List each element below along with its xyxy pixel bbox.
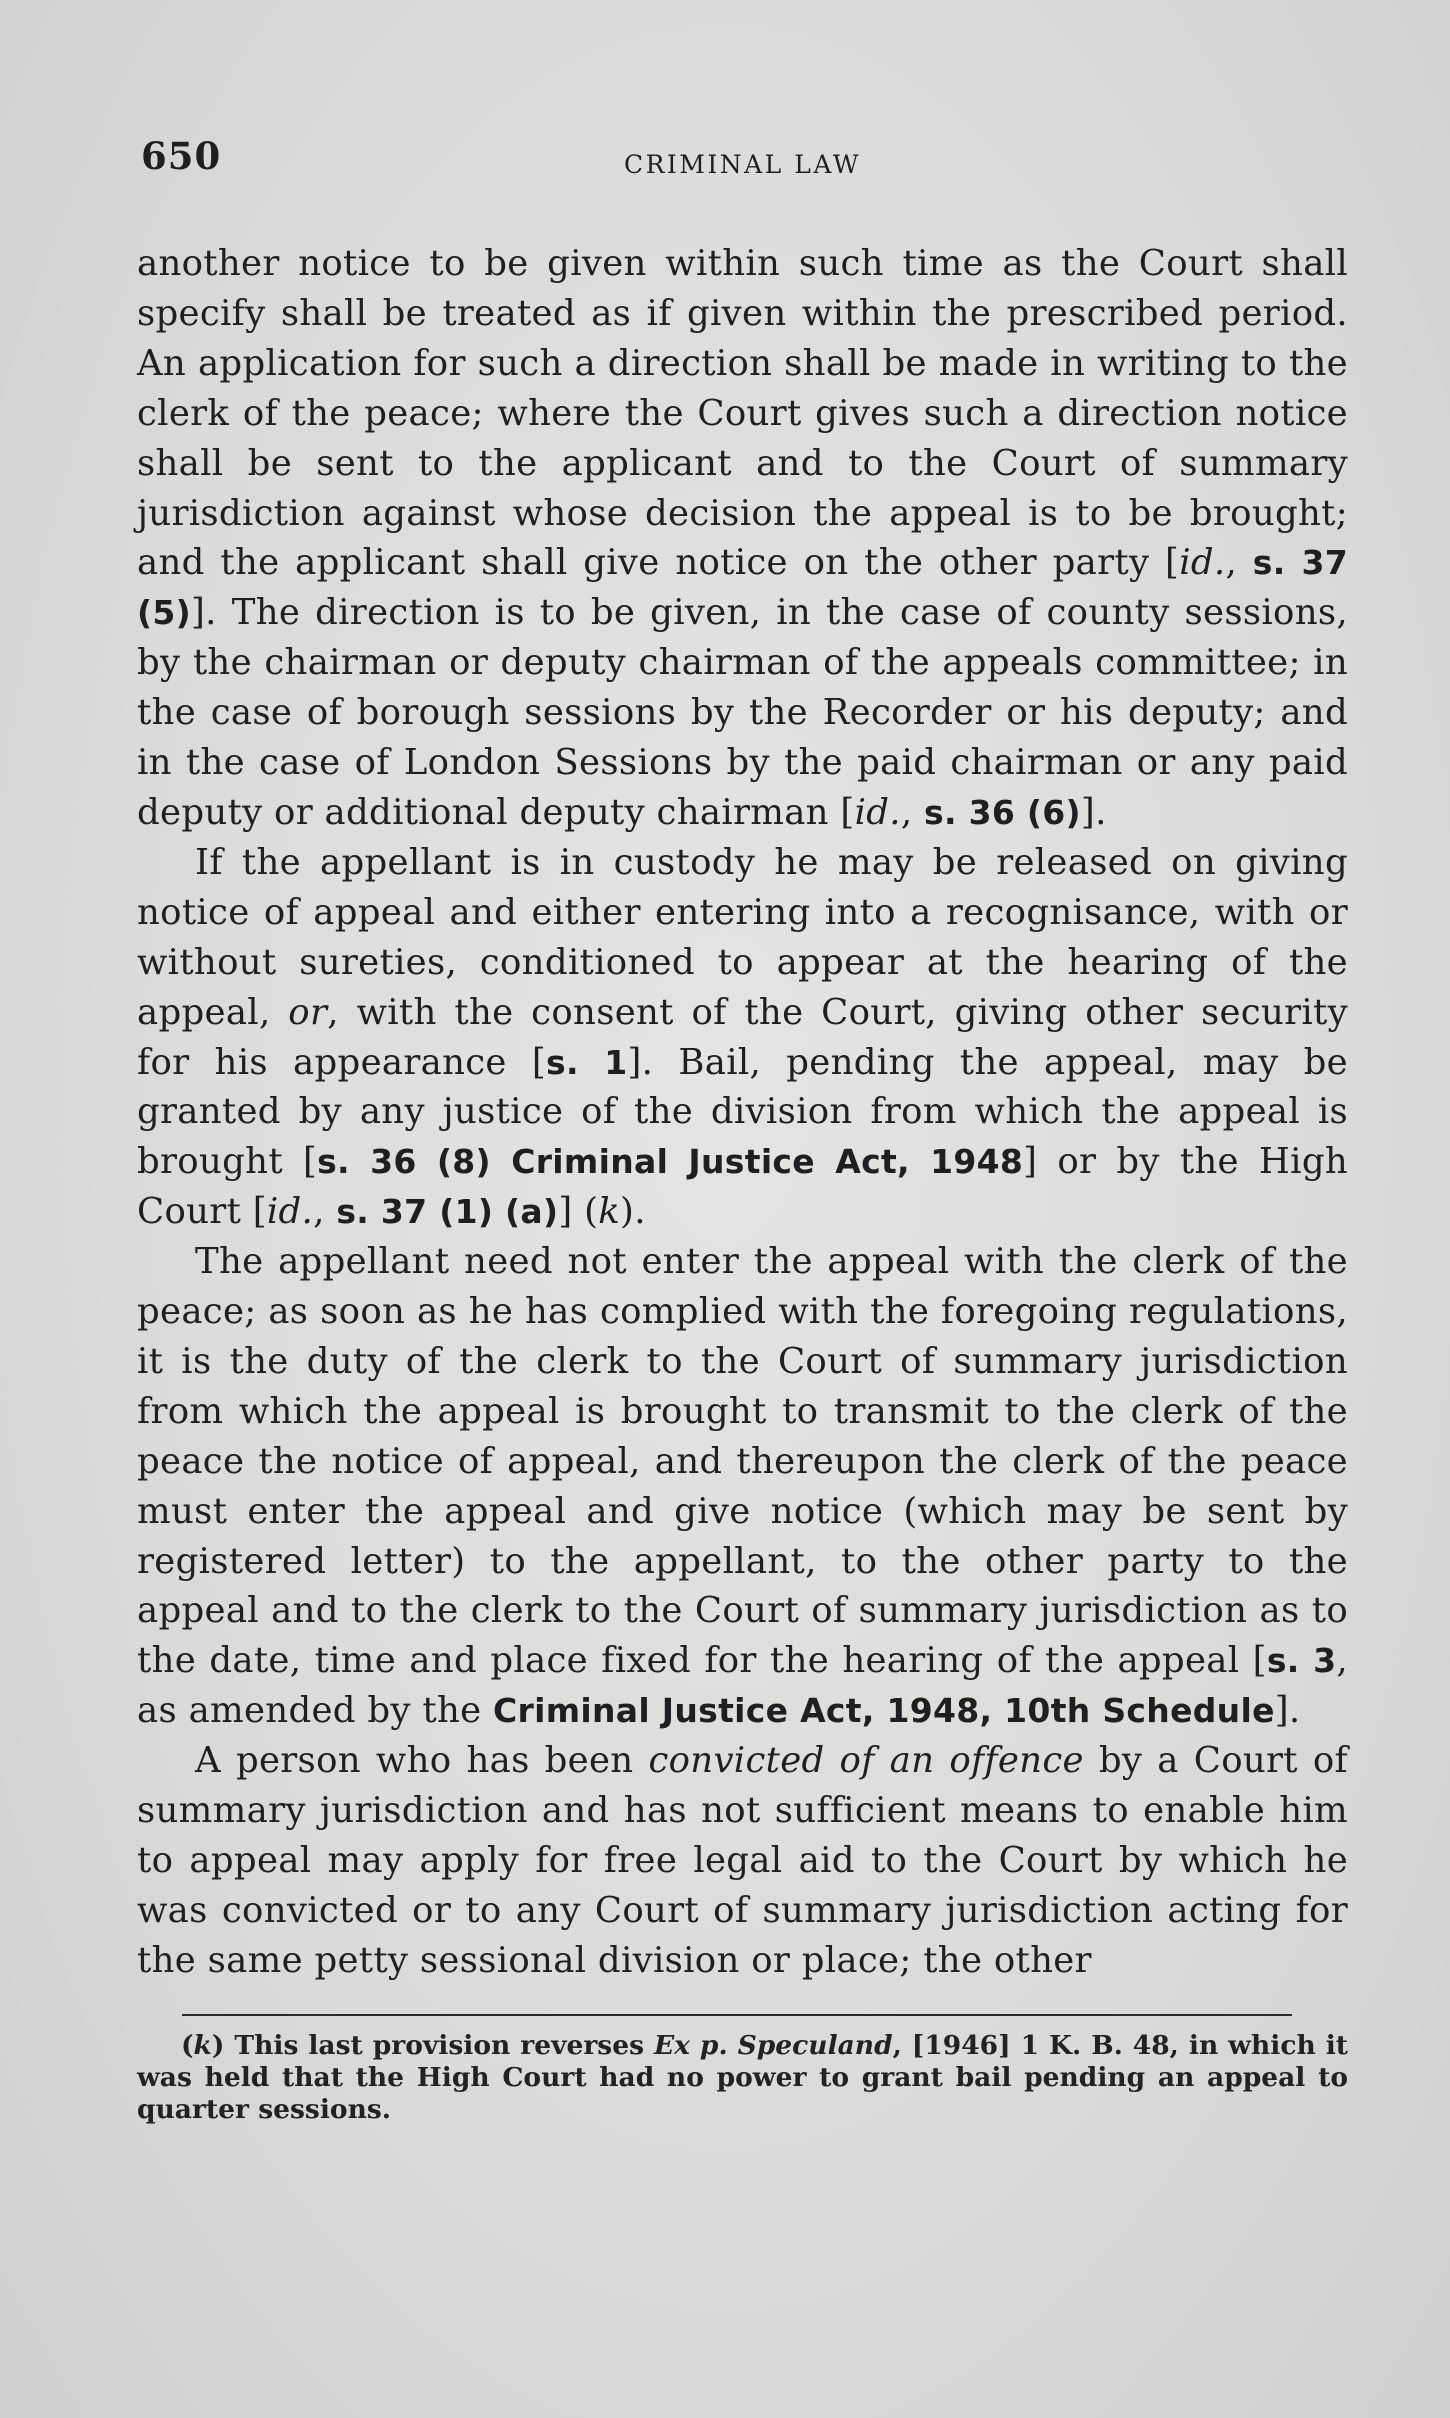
citation-text: s. 37 (5) — [137, 543, 1348, 633]
text-run: , [1946] 1 K. B. 48, in which it was held that the High Court had no power to grant bail pending an appeal to quarter sessions. — [137, 2029, 1348, 2125]
running-head: CRIMINAL LAW — [623, 150, 862, 179]
text-run: ]. Bail, pending the appeal, may be granted by any justice of the division from which the appeal is brought [ — [137, 1041, 1348, 1183]
italic-text: k — [193, 2029, 212, 2061]
text-run: , — [1225, 542, 1253, 584]
text-run: , as amended by the — [137, 1640, 1348, 1732]
citation-text: s. 36 (6) — [924, 792, 1081, 832]
text-run: , with the consent of the Court, giving other security for his appearance [ — [137, 991, 1348, 1083]
text-run: ( — [181, 2029, 194, 2061]
paragraph — [137, 838, 1348, 1237]
text-run: ] or by the High Court [ — [137, 1141, 1349, 1233]
text-run: ) This last provision reverses — [211, 2029, 654, 2061]
page-header — [137, 128, 1348, 198]
body-text — [137, 239, 1348, 1986]
citation-text: s. 1 — [546, 1042, 628, 1082]
paragraph — [137, 239, 1348, 838]
text-run: If the appellant is in custody he may be released on giving notice of appeal and either entering into a recognisance, with or without sureties, conditioned to appear at the hearing of the appeal, — [137, 841, 1348, 1033]
text-run: The appellant need not enter the appeal with the clerk of the peace; as soon as he has complied with the foregoing regulations, it is the duty of the clerk to the Court of summary jurisdiction from which the appeal is brought to transmit to the clerk of the peace the notice of appeal, and thereupon the clerk of the peace must enter the appeal and give notice (which may be sent by registered letter) to the appellant, to the other party to the appeal and to the clerk to the Court of summary jurisdiction as to the date, time and place fixed for the hearing of the appeal [ — [137, 1241, 1348, 1682]
citation-text: s. 3 — [1266, 1641, 1337, 1681]
text-run: , — [900, 791, 925, 833]
text-run: ]. — [1080, 791, 1107, 833]
italic-text: id. — [854, 791, 901, 833]
text-run: ] ( — [558, 1191, 599, 1233]
text-run: , — [313, 1191, 337, 1233]
paragraph — [137, 1736, 1348, 1986]
italic-text: id. — [1179, 542, 1226, 584]
text-run: A person who has been — [195, 1740, 649, 1782]
footnote — [137, 2030, 1348, 2126]
text-run: ). — [620, 1191, 646, 1233]
citation-text: s. 36 (8) Criminal Justice Act, 1948 — [317, 1142, 1024, 1182]
footnote-rule — [182, 2014, 1292, 2016]
text-run: ]. — [1274, 1690, 1301, 1732]
italic-text: Ex p. Speculand — [653, 2029, 893, 2061]
page-number: 650 — [141, 134, 222, 178]
text-run: by a Court of summary jurisdiction and has not sufficient means to enable him to appeal may apply for free legal aid to the Court by which he was convicted or to any Court of summary jurisdiction acting for the same petty sessional division or place; the other — [137, 1740, 1348, 1981]
paragraph — [137, 1237, 1348, 1736]
italic-text: k — [598, 1191, 621, 1233]
text-run: another notice to be given within such time as the Court shall specify shall be treated as if given within the prescribed period. An application for such a direction shall be made in writing to the clerk of the peace; where the Court gives such a direction notice shall be sent to the applicant and to the Court of summary jurisdiction against whose decision the appeal is to be brought; and the applicant shall give notice on the other party [ — [137, 243, 1348, 584]
citation-text: Criminal Justice Act, 1948, 10th Schedule — [493, 1691, 1275, 1731]
italic-text: or — [288, 991, 328, 1033]
book-page — [137, 128, 1348, 2388]
italic-text: id. — [266, 1191, 314, 1233]
citation-text: s. 37 (1) (a) — [336, 1192, 559, 1232]
text-run: ]. The direction is to be given, in the case of county sessions, by the chairman or deputy chairman of the appeals committee; in the case of borough sessions by the Recorder or his deputy; and in the case of London Sessions by the paid chairman or any paid deputy or additional deputy chairman [ — [137, 592, 1348, 833]
italic-text: convicted of an offence — [648, 1740, 1084, 1782]
